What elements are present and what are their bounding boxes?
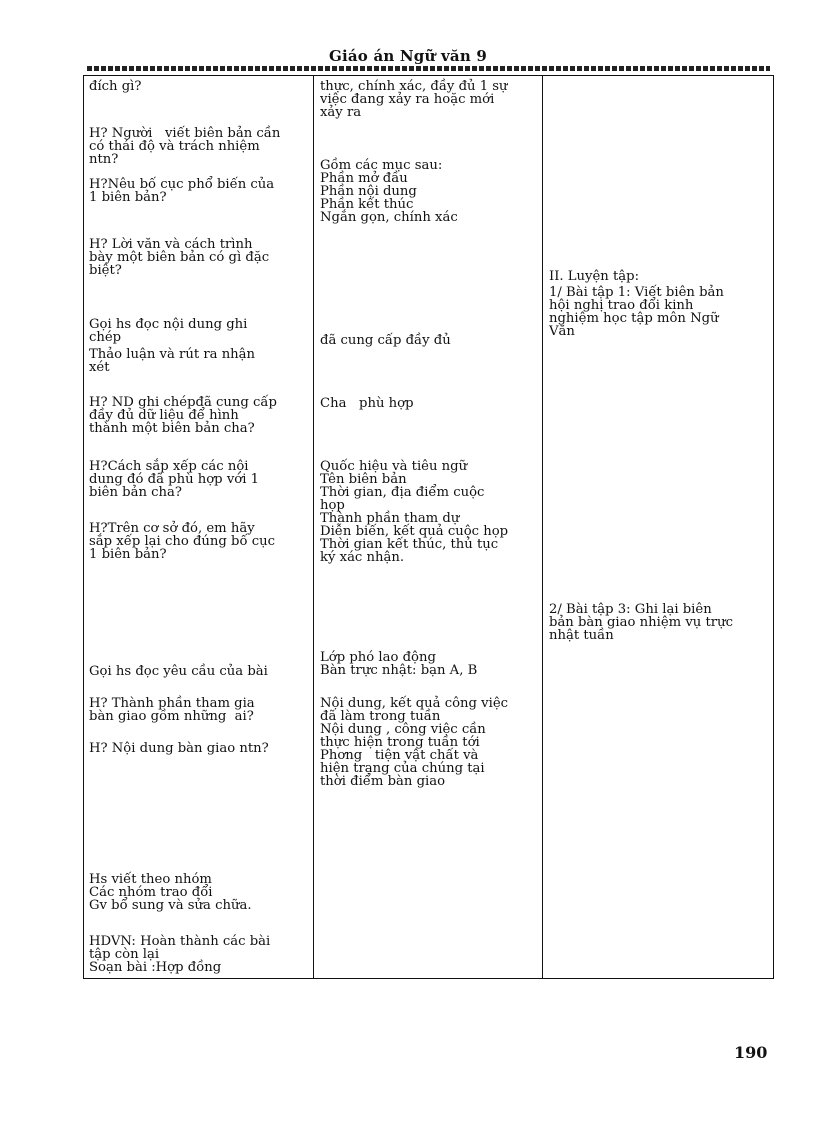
student-activity: Lớp phó lao động Bàn trực nhật: bạn A, B bbox=[320, 650, 478, 678]
teacher-activity: H? Lời văn và cách trình bày một biên bản có gì đặc biệt? bbox=[89, 237, 270, 278]
teacher-activity: Gọi hs đọc nội dung ghi chép bbox=[89, 317, 248, 345]
student-activity: Gồm các mục sau: Phần mở đầu Phần nội dung Phần kết thúc Ngắn gọn, chính xác bbox=[320, 158, 458, 225]
teacher-activity: H? Nội dung bàn giao ntn? bbox=[89, 741, 269, 756]
teacher-activity: đích gì? bbox=[89, 79, 142, 94]
section-heading: II. Luyện tập: bbox=[549, 269, 640, 284]
teacher-activity: Thảo luận và rút ra nhận xét bbox=[89, 347, 256, 375]
teacher-activity: H? Người viết biên bản cần có thái độ và trách nhiệm ntn? bbox=[89, 126, 281, 167]
page-number: 190 bbox=[734, 1043, 768, 1062]
student-activity: thực, chính xác, đầy đủ 1 sự việc đang xảy ra hoặc mới xảy ra bbox=[320, 79, 508, 120]
exercise-item: 1/ Bài tập 1: Viết biên bản hội nghị trao đổi kinh nghiệm học tập môn Ngữ Văn bbox=[549, 285, 724, 339]
teacher-activity: HDVN: Hoàn thành các bài tập còn lại Soạn bài :Hợp đồng bbox=[89, 934, 271, 975]
student-activity: đã cung cấp đầy đủ bbox=[320, 333, 451, 348]
teacher-activity: H? Thành phần tham gia bàn giao gồm những ai? bbox=[89, 696, 255, 724]
teacher-activity: H?Cách sắp xếp các nội dung đó đã phù hợp với 1 biên bản cha? bbox=[89, 459, 260, 500]
teacher-activity: H? ND ghi chépđã cung cấp đầy đủ dữ liệu để hình thành một biên bản cha? bbox=[89, 395, 277, 436]
student-activity: Cha phù hợp bbox=[320, 396, 414, 411]
teacher-activity: H?Nêu bố cục phổ biến của 1 biên bản? bbox=[89, 177, 275, 205]
exercise-item: 2/ Bài tập 3: Ghi lại biên bản bàn giao nhiệm vụ trực nhật tuần bbox=[549, 602, 733, 643]
teacher-activity: H?Trên cơ sở đó, em hãy sắp xếp lại cho đúng bố cục 1 biên bản? bbox=[89, 521, 275, 562]
column-divider-1 bbox=[313, 75, 314, 979]
teacher-activity: Hs viết theo nhóm Các nhóm trao đổi Gv bổ sung và sửa chữa. bbox=[89, 872, 252, 913]
header-divider bbox=[87, 66, 770, 71]
teacher-activity: Gọi hs đọc yêu cầu của bài bbox=[89, 664, 268, 679]
student-activity: Quốc hiệu và tiêu ngữ Tên biên bản Thời gian, địa điểm cuộc họp Thành phần tham dự Diễn biến, kết quả cuộc họp Thời gian kết thúc, thủ tục ký xác nhận. bbox=[320, 459, 509, 565]
column-divider-2 bbox=[542, 75, 543, 979]
student-activity: Nội dung, kết quả công việc đã làm trong tuần Nội dung , công việc cần thực hiện trong tuần tới Phơng tiện vật chất và hiện trạng của chúng tại thời điểm bàn giao bbox=[320, 696, 509, 789]
header-title: Giáo án Ngữ văn 9 bbox=[328, 47, 488, 65]
